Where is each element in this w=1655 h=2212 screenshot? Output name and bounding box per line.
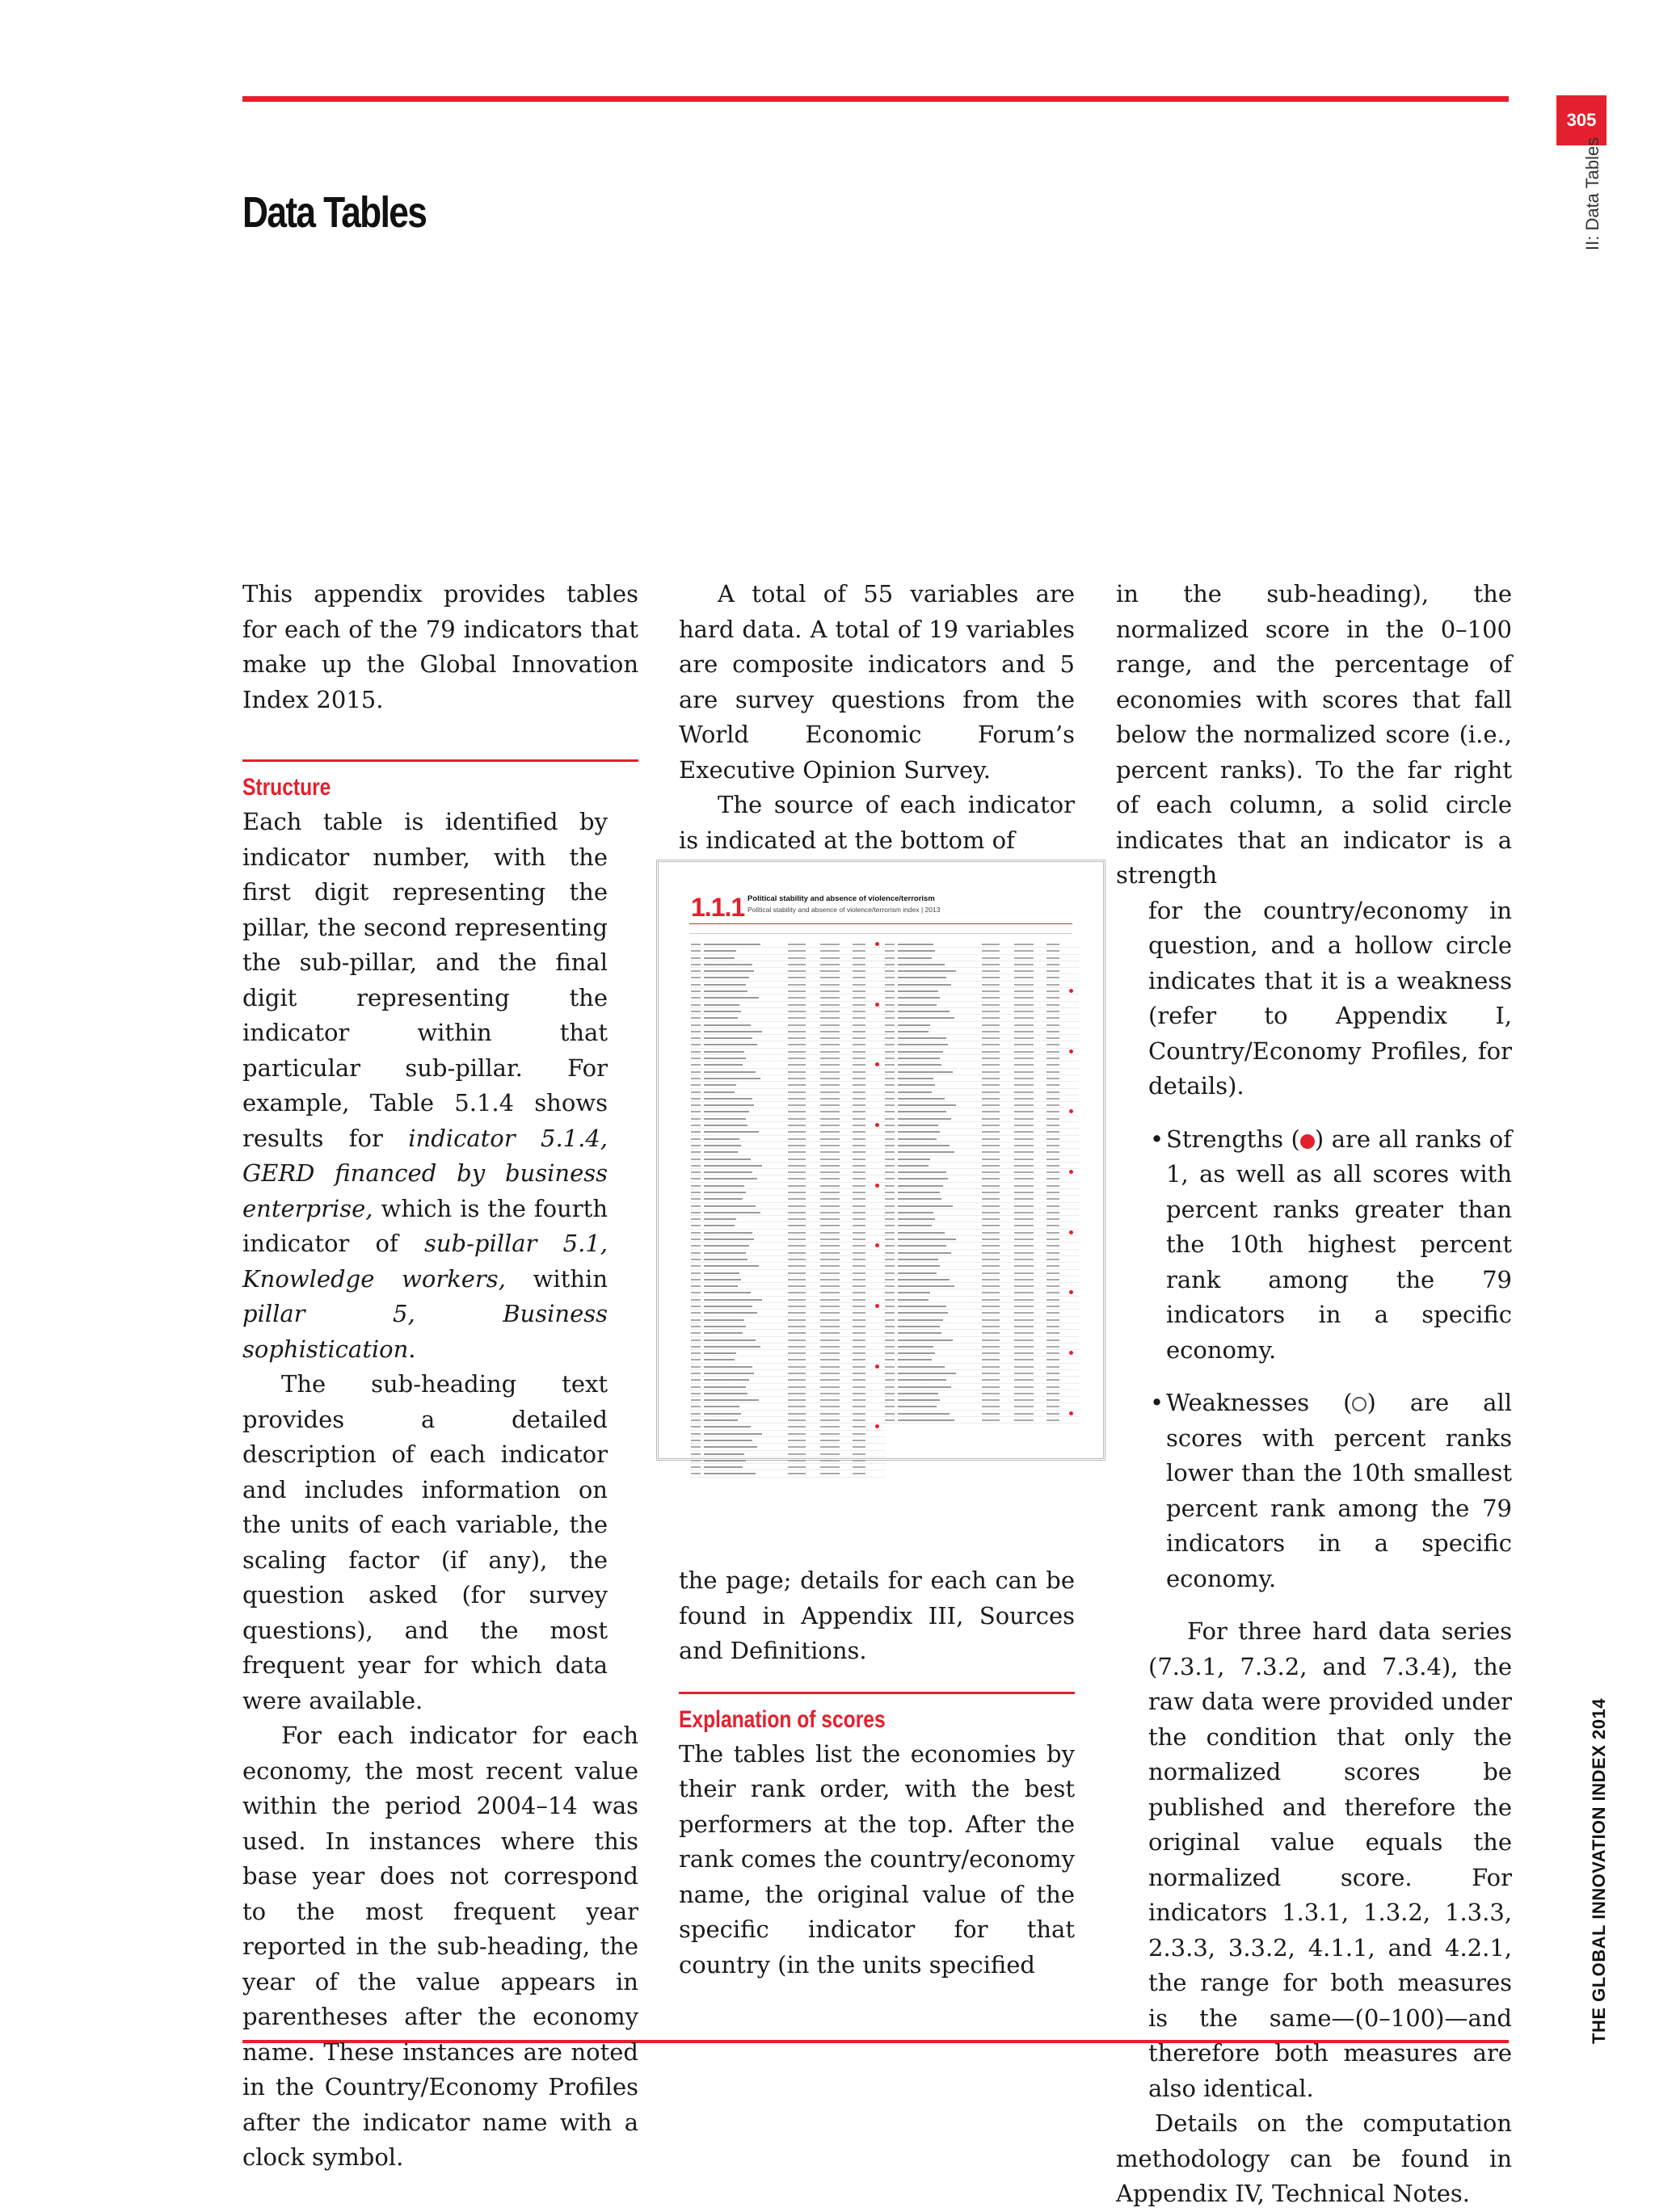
table-thumbnail-row (691, 1156, 885, 1163)
table-thumbnail-row (885, 1069, 1079, 1075)
table-thumbnail-row (885, 1230, 1079, 1236)
table-thumbnail-row (691, 1075, 885, 1082)
table-thumbnail-row (885, 1337, 1079, 1344)
page-number: 305 (1556, 95, 1607, 145)
table-thumbnail-row (691, 1149, 885, 1155)
table-thumbnail-row (885, 1256, 1079, 1263)
table-thumbnail-row (885, 1209, 1079, 1216)
methodology-paragraph: Details on the computation methodology can be found in Appendix IV, Technical Notes. (1116, 2109, 1512, 2207)
table-thumbnail-row (885, 1310, 1079, 1316)
table-thumbnail-row (885, 1344, 1079, 1350)
table-thumbnail-row (691, 1256, 885, 1263)
table-thumbnail-row (885, 988, 1079, 995)
table-thumbnail-row (691, 1236, 885, 1243)
table-thumbnail-row (691, 1222, 885, 1229)
table-thumbnail-row (691, 1102, 885, 1108)
table-thumbnail-row (691, 1444, 885, 1450)
table-thumbnail-row (885, 1163, 1079, 1169)
table-thumbnail-row (691, 1283, 885, 1289)
table-thumbnail-row (691, 961, 885, 968)
circle-explanation: for the country/economy in question, and a hollow circle indicates that it is a weakness (refer to Appendix I, Country/Economy Profiles, for details). (1148, 896, 1512, 1100)
strength-weakness-list (1148, 1122, 1512, 1597)
table-thumbnail-row (885, 1317, 1079, 1323)
table-thumbnail-row (885, 1142, 1079, 1149)
table-header-rule (689, 923, 1072, 924)
table-thumbnail-row (691, 955, 885, 961)
table-thumbnail-row (885, 974, 1079, 981)
table-thumbnail-row (691, 1411, 885, 1417)
table-thumbnail-row (885, 1002, 1079, 1008)
table-subtitle: Political stability and absence of violence/terrorism index | 2013 (747, 906, 941, 914)
table-thumbnail-row (885, 1303, 1079, 1310)
table-thumbnail-row (691, 1243, 885, 1249)
table-thumbnail-row (885, 1283, 1079, 1289)
table-thumbnail-row (885, 1049, 1079, 1055)
table-thumbnail-row (885, 1062, 1079, 1068)
table-thumbnail-row (885, 1390, 1079, 1397)
table-thumbnail-row (885, 1075, 1079, 1082)
recent-value-paragraph: For each indicator for each economy, the most recent value within the period 2004–14 was used. In instances where this base year does not correspond to the most frequent year reported in the sub-heading, the year of the value appears in parentheses after the economy name. These instances are noted in the Country/Economy Profiles after the indicator name with a clock symbol. (242, 1722, 638, 2171)
table-thumbnail-row (691, 1303, 885, 1310)
table-thumbnail-row (691, 1136, 885, 1142)
column-2-continued (679, 1563, 1075, 1983)
table-column-left (691, 941, 885, 1478)
table-thumbnail-row (691, 1397, 885, 1403)
table-thumbnail-row (885, 1169, 1079, 1175)
table-thumbnail-row (885, 1008, 1079, 1015)
table-thumbnail-row (885, 1236, 1079, 1243)
table-thumbnail-row (885, 1350, 1079, 1356)
column-1 (242, 577, 638, 2176)
table-thumbnail-row (691, 1015, 885, 1021)
table-thumbnail-row (885, 1203, 1079, 1209)
weakness-circle-icon (1352, 1397, 1367, 1411)
table-thumbnail-row (691, 1370, 885, 1377)
table-thumbnail-row (885, 1417, 1079, 1424)
table-thumbnail-row (691, 1122, 885, 1129)
table-thumbnail-row (885, 995, 1079, 1001)
table-thumbnail-row (885, 982, 1079, 988)
column-3 (1116, 577, 1512, 2212)
table-thumbnail-row (691, 1196, 885, 1202)
table-thumbnail-row (885, 1263, 1079, 1269)
table-thumbnail-row (691, 1344, 885, 1350)
table-thumbnail-row (691, 1116, 885, 1122)
table-thumbnail-row (885, 1175, 1079, 1182)
source-paragraph-start: The source of each indicator is indicated at the bottom of (679, 791, 1075, 854)
table-thumbnail-row (691, 1323, 885, 1330)
strength-circle-icon (1300, 1134, 1315, 1149)
table-thumbnail-row (885, 1022, 1079, 1028)
table-thumbnail-row (691, 1062, 885, 1068)
table-thumbnail-row (885, 968, 1079, 974)
table-thumbnail-row (885, 1041, 1079, 1048)
table-thumbnail-row (885, 1356, 1079, 1363)
table-thumbnail-row (885, 955, 1079, 961)
table-thumbnail-row (691, 1055, 885, 1062)
table-thumbnail-row (691, 1002, 885, 1008)
table-thumbnail-row (691, 1041, 885, 1048)
table-thumbnail-row (885, 1015, 1079, 1021)
table-number: 1.1.1 (691, 893, 745, 922)
table-thumbnail-row (691, 1390, 885, 1397)
table-thumbnail-row (691, 1297, 885, 1303)
table-thumbnail-row (691, 988, 885, 995)
table-thumbnail-row (885, 1384, 1079, 1390)
table-thumbnail-row (885, 1270, 1079, 1276)
table-thumbnail-row (691, 1350, 885, 1356)
table-thumbnail-row (691, 968, 885, 974)
top-rule (242, 96, 1509, 102)
table-thumbnail-row (691, 1022, 885, 1028)
scores-paragraph: The tables list the economies by their rank order, with the best performers at the top. After the rank comes the country/economy name, the original value of the specific indicator for that country (in the units specified (679, 1739, 1075, 1979)
table-thumbnail-row (691, 1008, 885, 1015)
table-thumbnail-row (691, 1310, 885, 1316)
subheading-paragraph: The sub-heading text provides a detailed description of each indicator and includes information on the units of each variable, the scaling factor (if any), the question asked (for survey questions), and the most frequent year for which data were available. (242, 1370, 608, 1714)
table-thumbnail-row (885, 961, 1079, 968)
table-thumbnail-row (885, 1082, 1079, 1088)
table-thumbnail-row (885, 1102, 1079, 1108)
table-thumbnail-row (885, 1377, 1079, 1383)
table-thumbnail-row (885, 1028, 1079, 1035)
table-thumbnail-row (885, 1116, 1079, 1122)
table-thumbnail-row (885, 1055, 1079, 1062)
intro-paragraph: This appendix provides tables for each of the 79 indicators that make up the Global Innovation Index 2015. (242, 580, 638, 713)
table-thumbnail-row (885, 1397, 1079, 1403)
table-thumbnail-row (691, 1403, 885, 1410)
table-thumbnail-row (691, 1270, 885, 1276)
source-paragraph-end: the page; details for each can be found in Appendix III, Sources and Definitions. (679, 1566, 1075, 1664)
table-thumbnail-row (885, 948, 1079, 954)
table-thumbnail-row (885, 1196, 1079, 1202)
table-thumbnail-row (691, 1108, 885, 1115)
table-thumbnail-row (691, 1163, 885, 1169)
publication-title: THE GLOBAL INNOVATION INDEX 2014 (1589, 1698, 1609, 2044)
table-thumbnail-row (885, 1297, 1079, 1303)
scores-continued-paragraph: in the sub-heading), the normalized score in the 0–100 range, and the percentage of economies with scores that fall below the normalized score (i.e., percent ranks). To the far right of each column, a solid circle indicates that an indicator is a strength (1116, 580, 1512, 889)
table-thumbnail-row (691, 1089, 885, 1095)
table-thumbnail-row (885, 1129, 1079, 1135)
table-thumbnail-row (885, 1149, 1079, 1155)
table-thumbnail-row (691, 1377, 885, 1383)
table-thumbnail-row (885, 1136, 1079, 1142)
table-thumbnail-row (885, 1089, 1079, 1095)
hard-data-paragraph: For three hard data series (7.3.1, 7.3.2, and 7.3.4), the raw data were provided under the condition that only the normalized scores be published and therefore the original value equals the normalized score. For indicators 1.3.1, 1.3.2, 1.3.3, 2.3.3, 3.3.2, 4.1.1, and 4.2.1, the range for both measures is the same—(0–100)—and therefore both measures are also identical. (1148, 1617, 1512, 2102)
table-thumbnail-row (885, 1222, 1079, 1229)
table-thumbnail-row (885, 1289, 1079, 1296)
table-thumbnail-row (885, 1156, 1079, 1163)
list-item: • Strengths ( ) are all ranks of 1, as well as all scores with percent ranks greater than the 10th highest percent rank among the 79 indicators in a specific economy. (1148, 1122, 1512, 1369)
variables-paragraph: A total of 55 variables are hard data. A total of 19 variables are composite indicators and 5 are survey questions from the World Economic Forum’s Executive Opinion Survey. (679, 580, 1075, 784)
table-thumbnail-row (885, 1323, 1079, 1330)
table-thumbnail-row (885, 1330, 1079, 1336)
table-thumbnail-row (885, 1364, 1079, 1370)
table-thumbnail-row (691, 1457, 885, 1464)
table-thumbnail-row (691, 1189, 885, 1196)
table-thumbnail-row (691, 948, 885, 954)
sample-table-figure (656, 860, 1105, 1461)
table-thumbnail-row (691, 1028, 885, 1035)
table-thumbnail-row (885, 1250, 1079, 1256)
table-thumbnail-row (885, 1122, 1079, 1129)
table-thumbnail-row (691, 941, 885, 948)
table-thumbnail-row (885, 1095, 1079, 1102)
table-thumbnail-row (885, 1108, 1079, 1115)
table-thumbnail-row (691, 1464, 885, 1470)
table-thumbnail-row (691, 1250, 885, 1256)
table-thumbnail-row (691, 1142, 885, 1149)
table-thumbnail-row (691, 1175, 885, 1182)
table-thumbnail-row (691, 1169, 885, 1175)
table-thumbnail-row (691, 1203, 885, 1209)
table-thumbnail-row (691, 1451, 885, 1457)
table-thumbnail-row (691, 1337, 885, 1344)
table-thumbnail-row (691, 1289, 885, 1296)
table-thumbnail-row (691, 1424, 885, 1430)
table-thumbnail-row (691, 1069, 885, 1075)
table-thumbnail-row (691, 1035, 885, 1041)
table-thumbnail-row (885, 1183, 1079, 1189)
table-thumbnail-row (885, 1035, 1079, 1041)
table-thumbnail-row (691, 982, 885, 988)
table-thumbnail-row (691, 1356, 885, 1363)
table-thumbnail-row (691, 1431, 885, 1437)
table-thumbnail-row (691, 1082, 885, 1088)
table-thumbnail-row (691, 1417, 885, 1424)
table-thumbnail-row (691, 1364, 885, 1370)
table-thumbnail-row (691, 1183, 885, 1189)
table-thumbnail-row (691, 1095, 885, 1102)
table-thumbnail-row (691, 974, 885, 981)
scores-heading: Explanation of scores (679, 1705, 886, 1733)
table-thumbnail-row (885, 1370, 1079, 1377)
table-thumbnail-row (691, 1470, 885, 1477)
table-thumbnail-row (885, 941, 1079, 948)
table-title: Political stability and absence of violence/terrorism (747, 894, 935, 903)
table-column-right (885, 941, 1079, 1424)
table-thumbnail-row (691, 1129, 885, 1135)
table-thumbnail-row (691, 1437, 885, 1444)
table-thumbnail-row (885, 1189, 1079, 1196)
table-thumbnail-row (691, 1209, 885, 1216)
table-thumbnail-row (691, 1317, 885, 1323)
table-thumbnail-row (885, 1403, 1079, 1410)
table-thumbnail-row (691, 995, 885, 1001)
table-thumbnail-row (691, 1263, 885, 1269)
table-thumbnail-row (691, 1049, 885, 1055)
table-thumbnail-row (885, 1216, 1079, 1222)
bullet-icon: • (1150, 1389, 1164, 1416)
table-thumbnail-row (885, 1411, 1079, 1417)
table-thumbnail-row (691, 1216, 885, 1222)
table-thumbnail-row (885, 1243, 1079, 1249)
table-column-rule (689, 933, 1072, 934)
page-title: Data Tables (242, 188, 427, 237)
structure-paragraph: Each table is identified by indicator number, with the first digit representing the pillar, the second representing the sub-pillar, and the final digit representing the indicator within that particular sub-pillar. For example, Table 5.1.4 shows results for indicator 5.1.4, GERD financed by business enterprise, which is the fourth indicator of sub-pillar 5.1, Knowledge workers, within pillar 5, Business sophistication. (242, 808, 608, 1363)
table-thumbnail-row (885, 1276, 1079, 1283)
table-thumbnail-row (691, 1330, 885, 1336)
column-2 (679, 577, 1075, 858)
list-item: • Weaknesses ( ) are all scores with percent ranks lower than the 10th smallest percent rank among the 79 indicators in a specific economy. (1148, 1386, 1512, 1596)
table-thumbnail-row (691, 1230, 885, 1236)
table-thumbnail-row (691, 1384, 885, 1390)
section-tab: II: Data Tables (1582, 137, 1602, 250)
bullet-icon: • (1150, 1125, 1164, 1153)
table-thumbnail-row (691, 1276, 885, 1283)
structure-heading: Structure (242, 774, 331, 801)
